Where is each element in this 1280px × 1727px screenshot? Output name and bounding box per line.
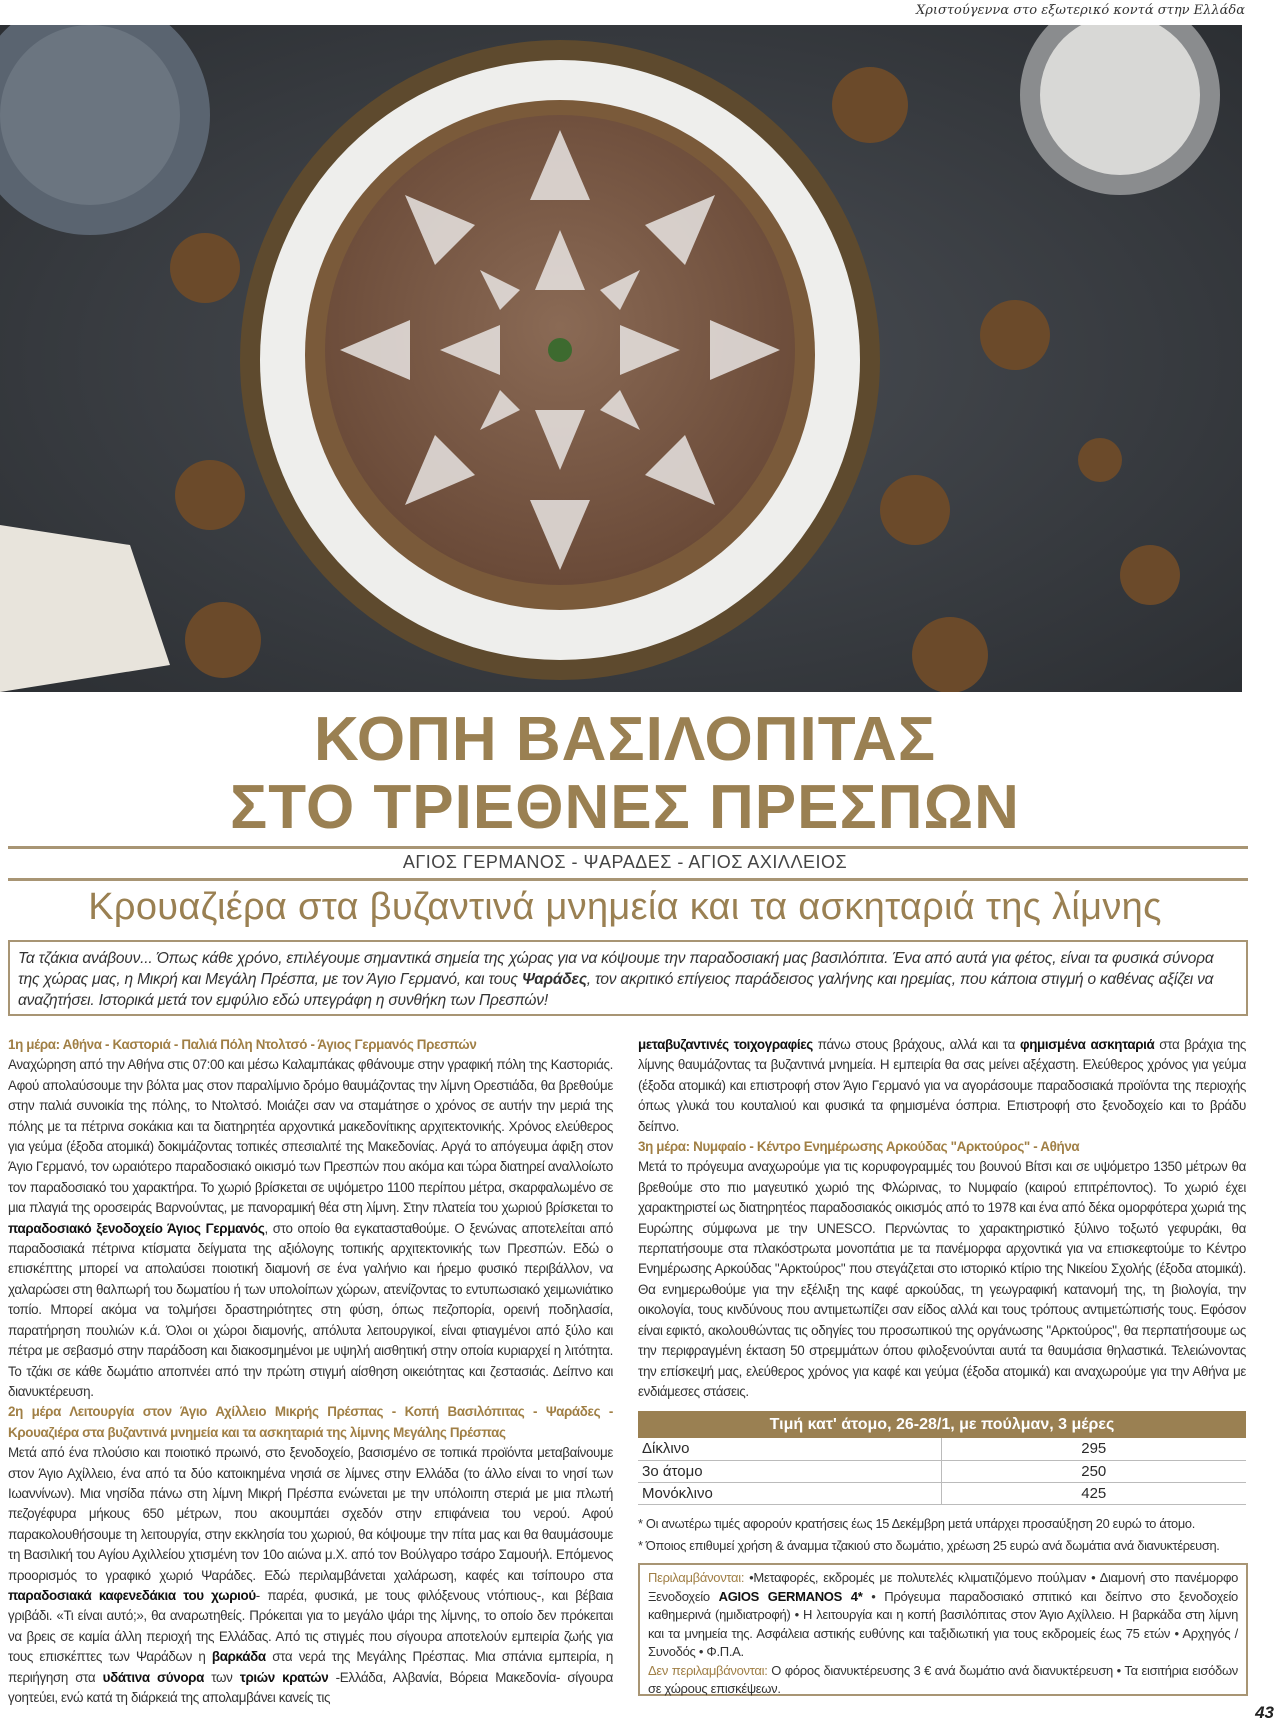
cruise-heading: Κρουαζιέρα στα βυζαντινά μνημεία και τα ασκηταριά της λίμνης	[88, 886, 1162, 928]
intro-text: Τα τζάκια ανάβουν... Όπως κάθε χρόνο, επιλέγουμε σημαντικά σημεία της χώρας για να κόψουμε την παραδοσιακή μας βασιλόπιτα. Ένα από αυτά για φέτος, είναι τα φυσικά σύνορα της χώρας μας, η Μικρή και Μεγάλη Πρέσπα, με τον Άγιο Γερμανό, και τους	[18, 950, 1214, 988]
right-column	[638, 1035, 1246, 1402]
bold-text: παραδοσιακά καφενεδάκια του χωριού	[8, 1587, 256, 1603]
text: - παρέα, φυσικά, με τους φιλόξενους ντόπιους-, και βέβαια γριβάδι. «Τι είναι αυτό;», θα αναρωτηθείς. Πρόκειται για το μεγάλο ψάρι της λίμνης, το οποίο δεν πρόκειται να βρεις σε καμία άλλη περιοχή της Ελλάδας. Από τις στιγμές που σίγουρα αποτελούν εμπειρία ζωής για τους επισκέπτες των Ψαράδων η	[8, 1587, 613, 1665]
room-type: Δίκλινο	[638, 1438, 941, 1460]
text: στα βράχια της λίμνης θαυμάζοντας τα βυζαντινά μνημεία. Η εμπειρία θα σας μείνει αξέχαστη. Ελεύθερος χρόνος για γεύμα (έξοδα ατομικά) και επιστροφή στον Άγιο Γερμανό για να αγοράσουμε παραδοσιακά προϊόντα της περιοχής όπως γλυκά του κουταλιού και φυσικά τα φημισμένα όσπρια. Επιστροφή στο ξενοδοχείο και το βράδυ δείπνο.	[638, 1037, 1246, 1134]
day1-text	[8, 1055, 613, 1402]
text: στα νερά της Μεγάλης Πρέσπας. Μια σπάνια εμπειρία, η περιήγηση στα	[8, 1649, 613, 1685]
day1-heading: 1η μέρα: Αθήνα - Καστοριά - Παλιά Πόλη Ντολτσό - Άγιος Γερμανός Πρεσπών	[8, 1037, 477, 1052]
text: Αναχώρηση από την Αθήνα στις 07:00 και μέσω Καλαμπάκας φθάνουμε στην γραφική πόλη της Καστοριάς. Αφού απολαύσουμε την βόλτα μας στον παραλίμνιο δρόμο θαυμάζοντας την λίμνη Ορεστιάδα, θα βρεθούμε στην παλιά συνοικία της πόλης, το Ντολτσό. Μοιάζει σαν να σταμάτησε ο χρόνος σε αυτήν την μεριά της πόλης με τα πέτρινα σοκάκια και τα διατηρητέα αρχοντικά μακεδονίτικης αρχιτεκτονικής. Χρόνος ελεύθερος για γεύμα (έξοδα ατομικά) δοκιμάζοντας τοπικές σπεσιαλιτέ της Μακεδονίας. Αργά το απόγευμα άφιξη στον Άγιο Γερμανό, τον ωραιότερο παραδοσιακό οικισμό των Πρεσπών που ακόμα και τώρα διατηρεί αναλλοίωτο τον παραδοσιακό του χαρακτήρα. Το χωριό βρίσκεται σε υψόμετρο 1100 περίπου μέτρα, σκαρφαλωμένο σε μια πλαγιά της οροσειράς Βαρνούντας, με πανοραμική θέα στη λίμνη. Στην πλατεία του χωριού βρίσκεται το	[8, 1057, 613, 1216]
vasilopita-photo	[0, 25, 1242, 692]
text: των	[204, 1669, 240, 1685]
text: Μετά από ένα πλούσιο και ποιοτικό πρωινό, στο ξενοδοχείο, βασισμένο σε τοπικά προϊόντα μεταβαίνουμε στον Άγιο Αχίλλειο, ένα από τα δύο κατοικημένα νησιά σε λίμνες στην Ελλάδα (το άλλο είναι το νησί των Ιωαννίνων). Μια νησίδα πάνω στη λίμνη Μικρή Πρέσπα ενώνεται με την υπόλοιπη στεριά με μια πλωτή πεζογέφυρα μήκους 650 μέτρων, που ακουμπάει σχεδόν στην επιφάνεια του νερού. Αφού παρακολουθήσουμε τη λειτουργία, στην εκκλησία του χωριού, θα κόψουμε την πίτα μας και θα θαυμάσουμε τη Βασιλική του Αγίου Αχιλλείου χτισμένη τον 10ο αιώνα μ.Χ. από τον Βούλγαρο τσάρο Σαμουήλ. Επόμενος προορισμός το γραφικό χωριό Ψαράδες. Εδώ περιλαμβάνεται χαλάρωση, καφές και τσίπουρο στα	[8, 1445, 613, 1583]
running-head: Χριστούγεννα στο εξωτερικό κοντά στην Ελλάδα	[915, 3, 1245, 18]
bold-text: μεταβυζαντινές τοιχογραφίες	[638, 1037, 813, 1052]
note: * Όποιος επιθυμεί χρήση & άναμμα τζακιού στο δωμάτιο, χρέωση 25 ευρώ ανά δωμάτια ανά διανυκτέρευση.	[638, 1538, 1220, 1553]
price-notes	[638, 1513, 1248, 1557]
table-row	[638, 1438, 1246, 1460]
text: •Μεταφορές, εκδρομές με πολυτελές κλιματιζόμενο πούλμαν • Διαμονή στο πανέμορφο Ξενοδοχείο	[648, 1570, 1238, 1604]
hotel-name: AGIOS GERMANOS 4*	[718, 1588, 863, 1604]
excluded-label: Δεν περιλαμβάνονται:	[648, 1662, 768, 1678]
includes-label: Περιλαμβάνονται:	[648, 1570, 745, 1585]
day2-text	[8, 1443, 613, 1708]
intro-bold: Ψαράδες	[521, 971, 587, 988]
day2-heading: 2η μέρα Λειτουργία στον Άγιο Αχίλλειο Μικρής Πρέσπας - Κοπή Βασιλόπιτας - Ψαράδες - Κρουαζιέρα στα βυζαντινά μνημεία και τα ασκηταριά της λίμνης Μεγάλης Πρέσπας	[8, 1404, 613, 1440]
intro-box	[8, 940, 1248, 1016]
text: πάνω στους βράχους, αλλά και τα	[812, 1037, 1020, 1052]
price-table-header: Τιμή κατ' άτομο, 26-28/1, με πούλμαν, 3 μέρες	[638, 1411, 1246, 1438]
title-line-1: ΚΟΠΗ ΒΑΣΙΛΟΠΙΤΑΣ	[313, 705, 937, 774]
table-row	[638, 1482, 1246, 1504]
room-type: 3ο άτομο	[638, 1460, 941, 1482]
intro-text: , τον ακριτικό επίγειος παράδεισος γαλήνης και ηρεμίας, που κάποια στιγμή ο καθένας αξίζει να αναζητήσει. Ιστορικά μετά τον εμφύλιο εδώ υπεγράφη η συνθήκη των Πρεσπών!	[18, 971, 1214, 1009]
note: * Οι ανωτέρω τιμές αφορούν κρατήσεις έως 15 Δεκέμβρη μετά υπάρχει προσαύξηση 20 ευρώ το άτομο.	[638, 1516, 1195, 1531]
text: , στο οποίο θα εγκατασταθούμε. Ο ξενώνας αποτελείται από παραδοσιακά πέτρινα κτίσματα δείγματα της αξιόλογης τοπικής αρχιτεκτονικής των Πρεσπών. Εδώ ο επισκέπτης μπορεί να απολαύσει ποιοτική διαμονή σε ένα γαλήνιο και ήρεμο φυσικό περιβάλλον, να χαλαρώσει στη θαλπωρή του δωματίου ή των υπολοίπων χώρων, ατενίζοντας το εντυπωσιακό χειμωνιάτικο τοπίο. Μπορεί ακόμα να τολμήσει δραστηριότητες στη φύση, όπως πεζοπορία, ορεινή ποδηλασία, παρατήρηση πουλιών κ.ά. Όλοι οι χώροι διαμονής, απόλυτα λειτουργικοί, είναι φτιαγμένοι από ξύλο και πέτρα με σεβασμό στην παράδοση και διακοσμημένοι με υψηλή αισθητική στην οποία κυριαρχεί η λιτότητα. Το τζάκι σε κάθε δωμάτιο αποπνέει από την πρώτη στιγμή αίσθηση οικειότητας και ζεστασιάς. Δείπνο και διανυκτέρευση.	[8, 1220, 613, 1399]
bold-text: παραδοσιακό ξενοδοχείο Άγιος Γερμανός	[8, 1220, 265, 1236]
day3-text: Μετά το πρόγευμα αναχωρούμε για τις κορυφογραμμές του βουνού Βίτσι και σε υψόμετρο 1350 μέτρων θα βρεθούμε στο πιο μαγευτικό χωριό της Φλώρινας, το Νυμφαίο (καιρού επιτρέποντος). Το χωριό έχει χαρακτηριστεί ως διατηρητέος παραδοσιακός οικισμός από το 1978 και ένα από δέκα ομορφότερα χωριά της Ευρώπης σύμφωνα με την UNESCO. Περνώντας το χαρακτηριστικό ξύλινο τοξωτό γεφυράκι, θα περπατήσουμε στα πλακόστρωτα μονοπάτια με τα πανέμορφα αρχοντικά για να επισκεφτούμε το Κέντρο Ενημέρωσης Αρκούδας "Αρκτούρος" που στεγάζεται στο ιστορικό κτίριο της Νικείου Σχολής (έξοδα ατομικά). Θα ενημερωθούμε για την εξέλιξη της καφέ αρκούδας, τη γεωγραφική κατανομή της, τη βιολογία, την οικολογία, τους κινδύνους που αντιμετωπίζει σαν είδος αλλά και τους τρόπους αντιμετώπισής τους. Εφόσον είναι εφικτό, ακολουθώντας τις οδηγίες του προσωπικού της οργάνωσης "Αρκτούρος", θα περπατήσουμε ως την περιφραγμένη έκταση 50 στρεμμάτων όπου φιλοξενούνται αυτά τα θαυμάσια θηλαστικά. Τελειώνοντας την επίσκεψή μας, ελεύθερος χρόνος για καφέ και γεύμα (έξοδα ατομικά) και αναχωρούμε για την Αθήνα με ενδιάμεσες στάσεις.	[638, 1159, 1246, 1399]
text: • Πρόγευμα παραδοσιακό σπιτικό και δείπνο στο ξενοδοχείο καθημερινά (ημιδιατροφή) • Η λειτουργία και η κοπή βασιλόπιτας στον Άγιο Αχίλλειο. Η βαρκάδα στη λίμνη και τα μνημεία της. Ασφάλεια αστικής ευθύνης και ταξιδιωτική για τους εκδρομείς έως 75 ετών • Αρχηγός / Συνοδός • Φ.Π.Α.	[648, 1588, 1238, 1659]
bold-text: βαρκάδα	[211, 1649, 266, 1665]
places-subtitle: ΑΓΙΟΣ ΓΕΡΜΑΝΟΣ - ΨΑΡΑΔΕΣ - ΑΓΙΟΣ ΑΧΙΛΛΕΙΟΣ	[402, 852, 848, 872]
divider	[8, 846, 1248, 849]
bold-text: τριών κρατών	[239, 1669, 329, 1685]
bold-text: φημισμένα ασκηταριά	[1019, 1037, 1155, 1052]
bold-text: υδάτινα σύνορα	[102, 1669, 204, 1685]
left-column	[8, 1035, 613, 1708]
page-number: 43	[1255, 1703, 1274, 1722]
room-type: Μονόκλινο	[638, 1482, 941, 1504]
table-row	[638, 1460, 1246, 1482]
price-table	[638, 1411, 1246, 1505]
price: 425	[941, 1482, 1246, 1504]
title-line-2: ΣΤΟ ΤΡΙΕΘΝΕΣ ΠΡΕΣΠΩΝ	[230, 773, 1020, 842]
price: 250	[941, 1460, 1246, 1482]
includes-box	[638, 1563, 1248, 1696]
day2-text-cont	[638, 1035, 1246, 1137]
text: -Ελλάδα, Αλβανία, Βόρεια Μακεδονία- σίγουρα γοητεύει, ενώ κατά τη διάρκειά της απολαμβάνει κανείς τις	[8, 1669, 613, 1705]
divider	[8, 878, 1248, 881]
text: Ο φόρος διανυκτέρευσης 3 € ανά δωμάτιο ανά διανυκτέρευση • Τα εισιτήρια εισόδων σε χώρους επισκέψεων.	[648, 1662, 1238, 1696]
price: 295	[941, 1438, 1246, 1460]
day3-heading: 3η μέρα: Νυμφαίο - Κέντρο Ενημέρωσης Αρκούδας "Αρκτούρος" - Αθήνα	[638, 1139, 1080, 1155]
